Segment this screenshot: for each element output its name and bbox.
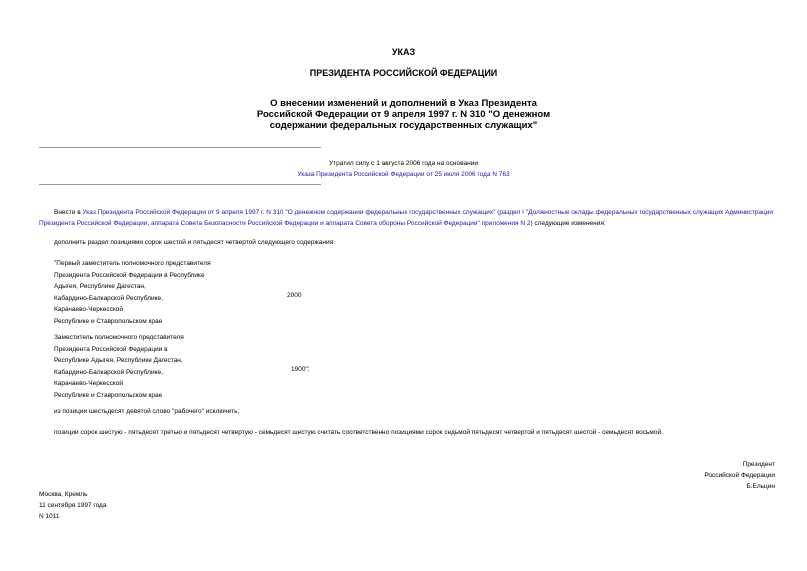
subject-line: О внесении изменений и дополнений в Указ Президента — [270, 98, 537, 109]
decree-title: УКАЗ — [391, 47, 416, 57]
salary-value: 1900"; — [291, 366, 310, 373]
position-line: Республике и Ставропольском крае — [54, 317, 163, 325]
subject-line: Российской Федерации от 9 апреля 1997 г. N 310 "О денежном — [256, 109, 551, 120]
position-line: Карачаево-Черкесской — [54, 380, 124, 387]
status-text: Утратил силу с 1 августа 2006 года на основании — [329, 160, 478, 167]
position-line: Президента Российской Федерации в — [54, 345, 168, 353]
position-line: Республике Адыгея, Республике Дагестан, — [54, 357, 183, 364]
date-line: 11 сентября 1997 года — [39, 502, 107, 509]
position-line: Кабардино-Балкарской Республике, — [54, 368, 163, 376]
divider — [39, 147, 321, 148]
position-54 — [54, 332, 184, 401]
signature-line: Б.Ельцин — [746, 483, 775, 490]
position-line: Заместитель полномочного представителя — [54, 334, 184, 341]
renumber-instruction: позиции сорок шестую - пятьдесят третью и пятьдесят четвертую - семьдесят шестую считать соответственно позициями сорок седьмой пятьдесят четвертой и пятьдесят шестой - семьдесят восьмой. — [54, 429, 663, 436]
subject-line: содержании федеральных государственных служащих" — [269, 120, 538, 131]
decree-subject — [0, 98, 807, 131]
intro-suffix: следующие изменения: — [532, 220, 606, 227]
exclude-instruction: из позиции шестьдесят девятой слово "рабочего" исключить; — [54, 408, 240, 415]
amended-decree-link[interactable]: Указ Президента Российской Федерации от 9 апреля 1997 г. N 310 "О денежном содержании федеральных государственных служащих" (раздел I "Должностные оклады федеральных государственных служащих Администрации Президента Российской Федерации, аппарата Совета Безопасности Российской Федерации и аппарата Совета обороны Российской Федерации" приложения N 2) — [39, 209, 773, 227]
number-line: N 1011 — [39, 513, 60, 520]
add-instruction: дополнить раздел позициями сорок шестой и пятьдесят четвертой следующего содержания: — [54, 239, 335, 246]
position-line: Республике и Ставропольском крае — [54, 391, 163, 399]
position-46 — [54, 258, 211, 327]
signature-line: Российской Федерации — [704, 472, 775, 479]
position-line: "Первый заместитель полномочного представителя — [54, 260, 211, 267]
status-note — [0, 158, 807, 180]
place-line: Москва, Кремль — [39, 491, 88, 498]
salary-value: 2000 — [287, 292, 302, 299]
intro-prefix: Внести в — [54, 209, 83, 216]
position-line: Президента Российской Федерации в Республике — [54, 271, 205, 279]
repeal-link[interactable]: Указа Президента Российской Федерации от 25 июля 2006 года N 763 — [297, 171, 510, 178]
place-date-block — [39, 489, 106, 522]
signature-line: Президент — [742, 461, 775, 468]
position-line: Кабардино-Балкарской Республике, — [54, 294, 163, 302]
position-line: Карачаево-Черкесской — [54, 306, 124, 313]
divider — [39, 184, 321, 185]
intro-paragraph — [39, 207, 773, 229]
signature-block — [704, 459, 775, 492]
decree-issuer: ПРЕЗИДЕНТА РОССИЙСКОЙ ФЕДЕРАЦИИ — [309, 68, 498, 78]
position-line: Адыгея, Республике Дагестан, — [54, 283, 146, 290]
